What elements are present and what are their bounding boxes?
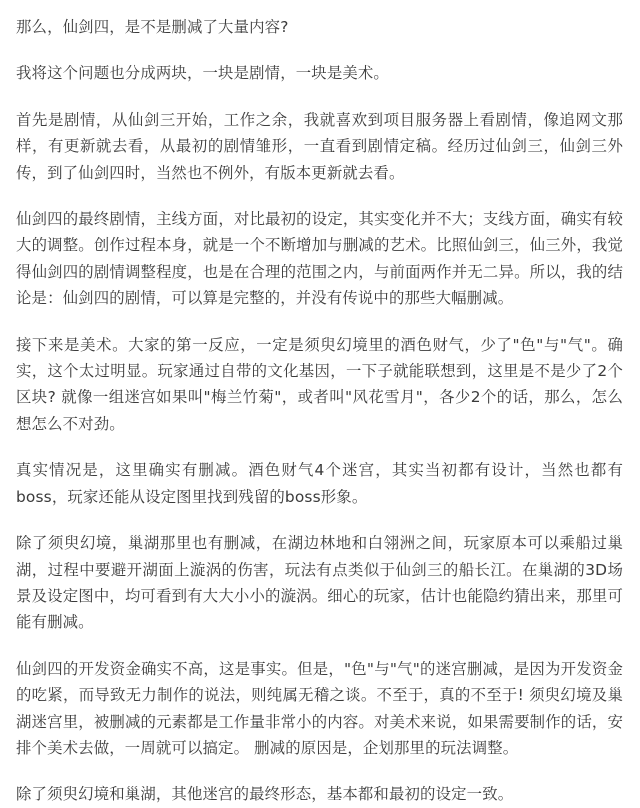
article-paragraph: 接下来是美术。大家的第一反应，一定是须臾幻境里的酒色财气，少了"色"与"气"。确实，这个太过明显。玩家通过自带的文化基因，一下子就能联想到，这里是不是少了2个区块? 就像一组迷宫如果叫"梅兰竹菊"，或者叫"风花雪月"，各少2个的话，那么，怎么想怎么不对劲。 — [16, 335, 623, 433]
article-paragraph: 我将这个问题也分成两块，一块是剧情，一块是美术。 — [16, 64, 389, 83]
article-paragraph: 仙剑四的开发资金确实不高，这是事实。但是，"色"与"气"的迷宫删减，是因为开发资金的吃紧，而导致无力制作的说法，则纯属无稽之谈。不至于，真的不至于! 须臾幻境及巢湖迷宫里，被删减的元素都是工作量非常小的内容。对美术来说，如果需要制作的话，安排个美术去做，一周就可以搞定。 删减的原因是，企划那里的玩法调整。 — [16, 659, 623, 757]
article-paragraph: 真实情况是，这里确实有删减。酒色财气4个迷宫，其实当初都有设计，当然也都有boss，玩家还能从设定图里找到残留的boss形象。 — [16, 461, 623, 506]
article-paragraph: 除了须臾幻境和巢湖，其他迷宫的最终形态，基本都和最初的设定一致。 — [16, 785, 514, 804]
article-paragraph: 那么，仙剑四，是不是删减了大量内容? — [16, 18, 289, 36]
article-paragraph: 首先是剧情，从仙剑三开始，工作之余，我就喜欢到项目服务器上看剧情，像追网文那样，有更新就去看，从最初的剧情雏形，一直看到剧情定稿。经历过仙剑三，仙剑三外传，到了仙剑四时，当然也不例外，有版本更新就去看。 — [16, 110, 623, 182]
article-body — [16, 14, 623, 808]
article-paragraph: 仙剑四的最终剧情，主线方面，对比最初的设定，其实变化并不大；支线方面，确实有较大的调整。创作过程本身，就是一个不断增加与删减的艺术。比照仙剑三，仙三外，我觉得仙剑四的剧情调整程度，也是在合理的范围之内，与前面两作并无二异。所以，我的结论是：仙剑四的剧情，可以算是完整的，并没有传说中的那些大幅删减。 — [16, 210, 623, 308]
article-paragraph: 除了须臾幻境，巢湖那里也有删减，在湖边林地和白翎洲之间，玩家原本可以乘船过巢湖，过程中要避开湖面上漩涡的伤害，玩法有点类似于仙剑三的船长江。在巢湖的3D场景及设定图中，均可看到有大大小小的漩涡。细心的玩家，估计也能隐约猜出来，那里可能有删减。 — [16, 534, 623, 632]
